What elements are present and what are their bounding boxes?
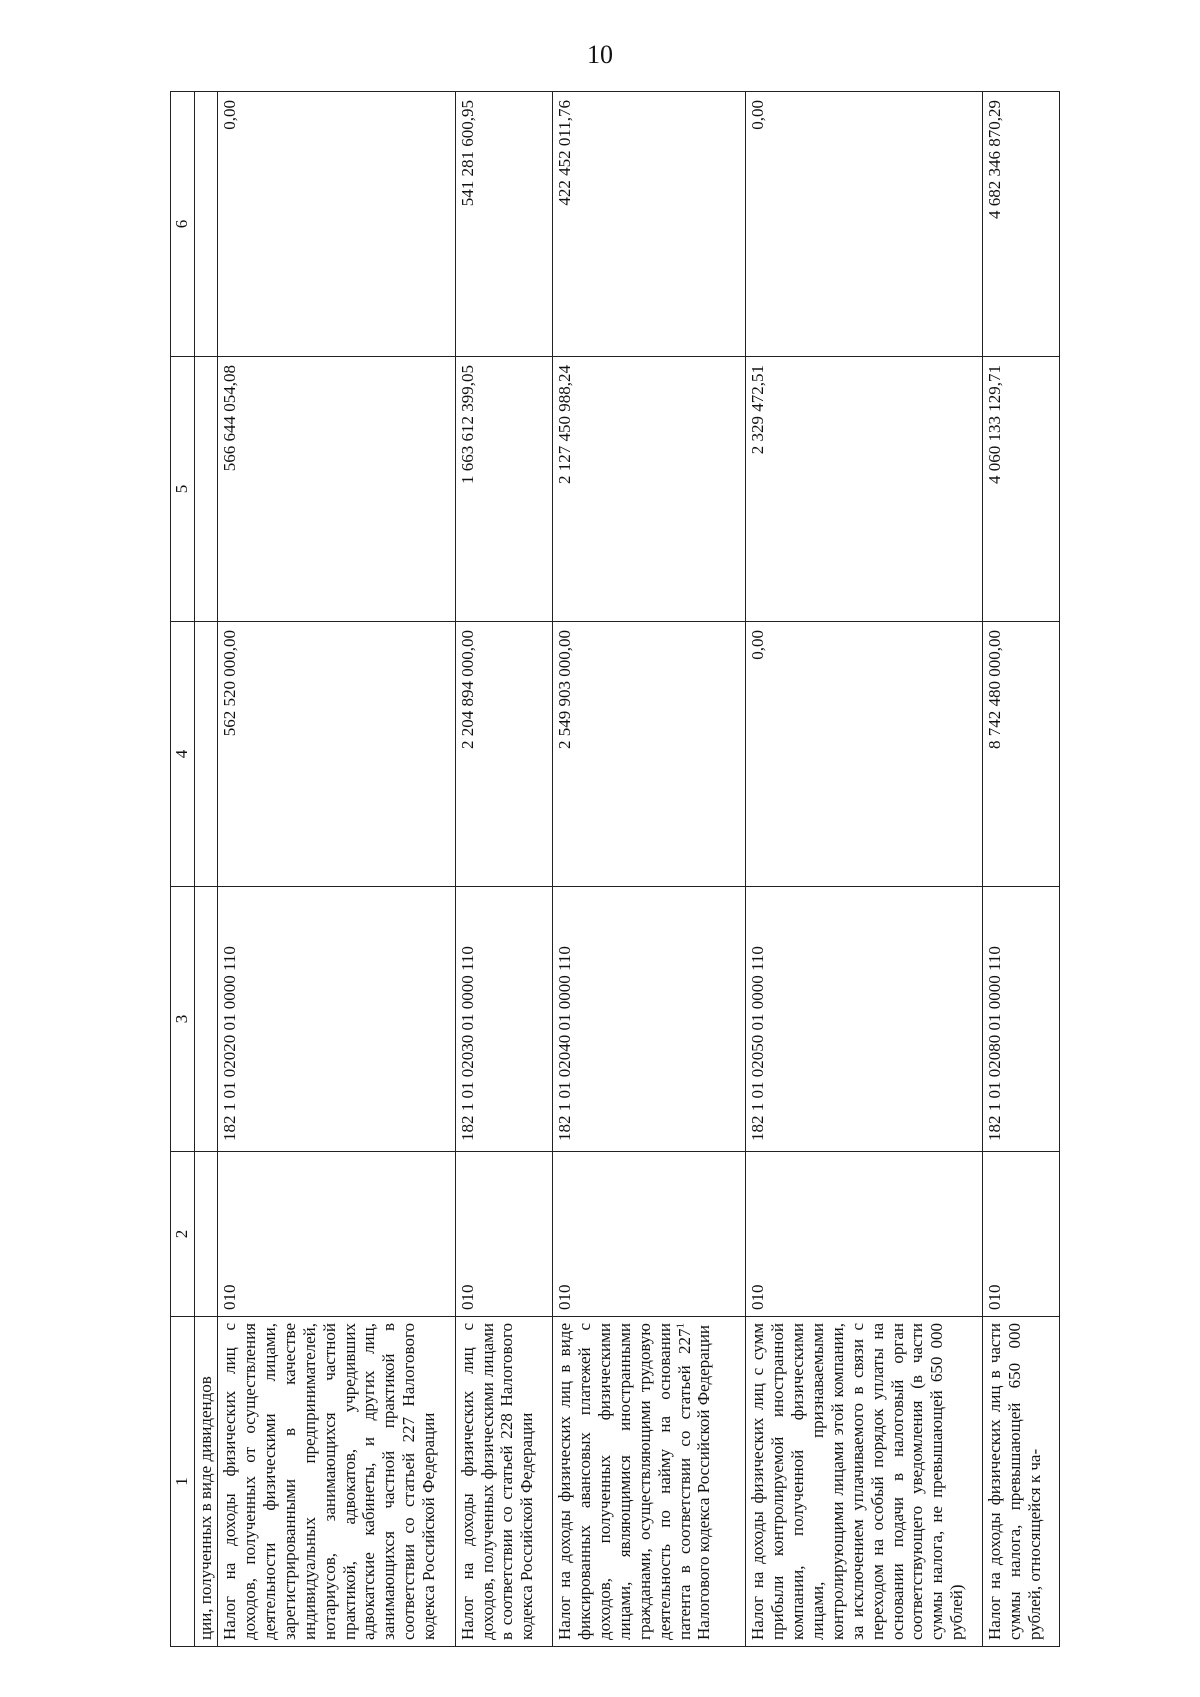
row-budget-code: 182 1 01 02020 01 0000 110 [218,887,455,1152]
row-col4-value: 2 204 894 000,00 [455,622,553,887]
continuation-text: ции, полученных в виде дивидендов [194,1317,218,1647]
row-col5-value: 2 127 450 988,24 [553,357,746,622]
row-col5-value: 566 644 054,08 [218,357,455,622]
table-row [982,92,1059,1647]
row-col5-value: 1 663 612 399,05 [455,357,553,622]
row-col4-value: 0,00 [746,622,982,887]
row-line-code: 010 [746,1152,982,1317]
row-col6-value: 4 682 346 870,29 [982,92,1059,357]
budget-table [170,91,1060,1647]
column-header-6: 6 [171,92,195,357]
column-header-2: 2 [171,1152,195,1317]
row-budget-code: 182 1 01 02030 01 0000 110 [455,887,553,1152]
column-header-1: 1 [171,1317,195,1647]
table-row [218,92,455,1647]
row-description: Налог на доходы физических лиц с доходов, полученных физическими лицами в соответствии со статьей 228 Налогового кодекса Российской Федерации [455,1317,553,1647]
row-budget-code: 182 1 01 02040 01 0000 110 [553,887,746,1152]
row-col4-value: 2 549 903 000,00 [553,622,746,887]
row-line-code: 010 [553,1152,746,1317]
row-col4-value: 562 520 000,00 [218,622,455,887]
table-row [455,92,553,1647]
row-description-part1: Налог на доходы физических лиц в виде фиксированных авансовых платежей с доходов, полученных физическими лицами, являющимися иностранными гражданами, осуществляющими трудовую деятельность по найму на основании патента в соответствии со статьей 227 [555,1323,694,1640]
row-budget-code: 182 1 01 02050 01 0000 110 [746,887,982,1152]
row-col5-value: 2 329 472,51 [746,357,982,622]
row-description: Налог на доходы физических лиц в части суммы налога, превышающей 650 000 рублей, относящейся к ча- [982,1317,1059,1647]
row-description [553,1317,746,1647]
table-row [553,92,746,1647]
row-line-code: 010 [455,1152,553,1317]
row-description: Налог на доходы физических лиц с доходов, полученных от осуществления деятельности физическими лицами, зарегистрированными в качестве индивидуальных предпринимателей, нотариусов, занимающихся частной практикой, адвокатов, учредивших адвокатские кабинеты, и других лиц, занимающихся частной практикой в соответствии со статьей 227 Налогового кодекса Российской Федерации [218,1317,455,1647]
page-number: 10 [587,40,613,69]
row-col5-value: 4 060 133 129,71 [982,357,1059,622]
row-line-code: 010 [218,1152,455,1317]
table-header-row [171,92,195,1647]
row-col6-value: 0,00 [218,92,455,357]
rotated-table-container [170,92,1060,1647]
column-header-3: 3 [171,887,195,1152]
row-line-code: 010 [982,1152,1059,1317]
column-header-4: 4 [171,622,195,887]
column-header-5: 5 [171,357,195,622]
row-col6-value: 541 281 600,95 [455,92,553,357]
row-col4-value: 8 742 480 000,00 [982,622,1059,887]
row-budget-code: 182 1 01 02080 01 0000 110 [982,887,1059,1152]
row-col6-value: 0,00 [746,92,982,357]
row-description-part2: Налогового кодекса Российской Федерации [694,1324,714,1640]
table-row [746,92,982,1647]
row-description: Налог на доходы физических лиц с сумм прибыли контролируемой иностранной компании, полученной физическими лицами, признаваемыми контролирующими лицами этой компании, за исключением уплачиваемого в связи с переходом на особый порядок уплаты на основании подачи в налоговый орган соответствующего уведомления (в части суммы налога, не превышающей 650 000 рублей) [746,1317,982,1647]
row-col6-value: 422 452 011,76 [553,92,746,357]
row-description-superscript: 1 [673,1323,686,1329]
continuation-row [194,92,218,1647]
